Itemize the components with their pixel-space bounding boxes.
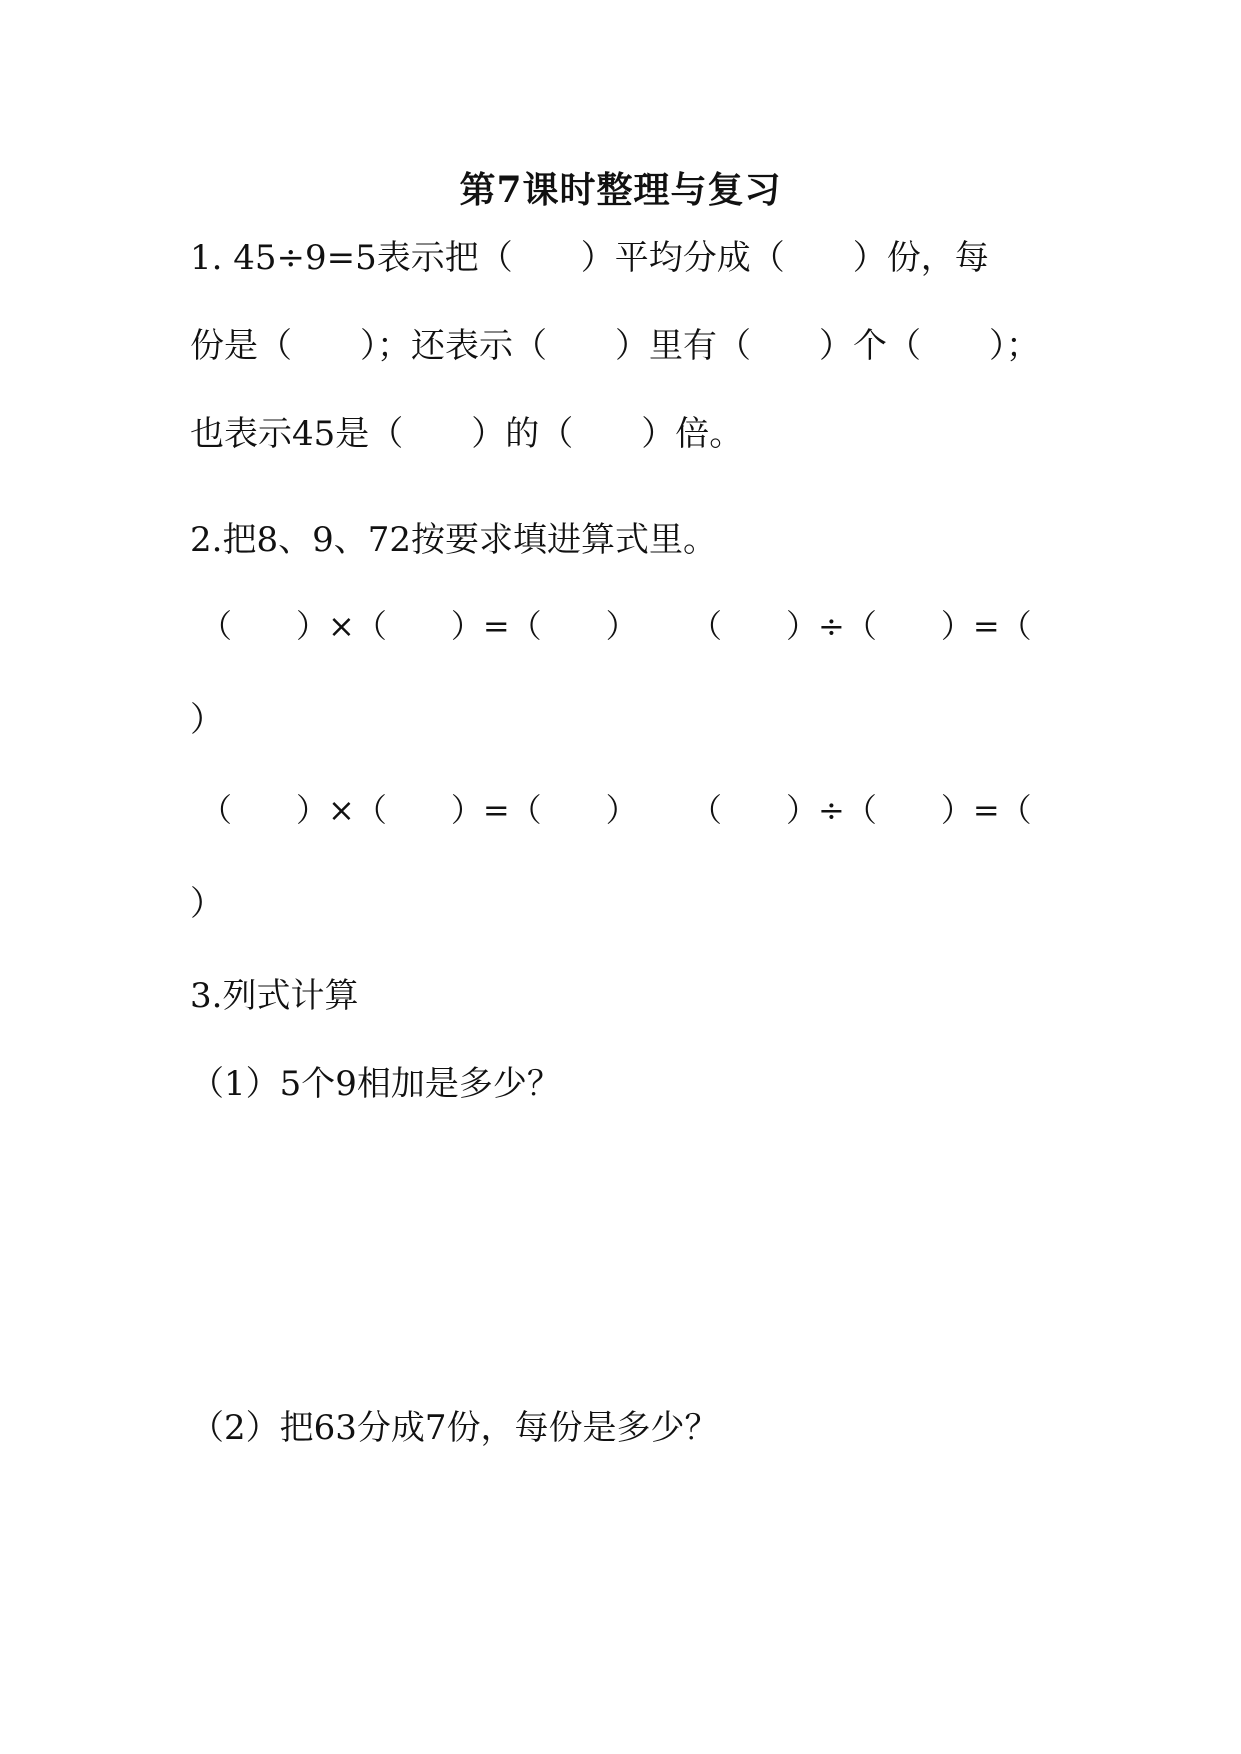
division-equation: （ ）÷（ ）=（: [690, 791, 1032, 829]
equation-wrap-paren: ）: [190, 884, 224, 924]
question-1-line-2: 份是（ ）；还表示（ ）里有（ ）个（ ）；: [190, 326, 1040, 366]
multiplication-equation: （ ）×（ ）=（ ）: [200, 791, 638, 829]
question-1-line-1: 1. 45÷9=5表示把（ ）平均分成（ ）份，每: [190, 238, 989, 278]
question-3-prompt: 3.列式计算: [190, 976, 359, 1016]
question-1-line-3: 也表示45是（ ）的（ ）倍。: [190, 414, 744, 454]
division-equation: （ ）÷（ ）=（: [690, 607, 1032, 645]
question-2-prompt: 2.把8、9、72按要求填进算式里。: [190, 520, 717, 560]
question-2-equation-row-1: [190, 606, 1070, 766]
page-title: 第7课时整理与复习: [459, 169, 782, 211]
question-3-part-1: （1）5个9相加是多少？: [190, 1064, 561, 1104]
question-2-equation-row-2: [190, 790, 1070, 950]
question-3-part-2: （2）把63分成7份，每份是多少？: [190, 1408, 719, 1448]
equation-wrap-paren: ）: [190, 700, 224, 740]
multiplication-equation: （ ）×（ ）=（ ）: [200, 607, 638, 645]
